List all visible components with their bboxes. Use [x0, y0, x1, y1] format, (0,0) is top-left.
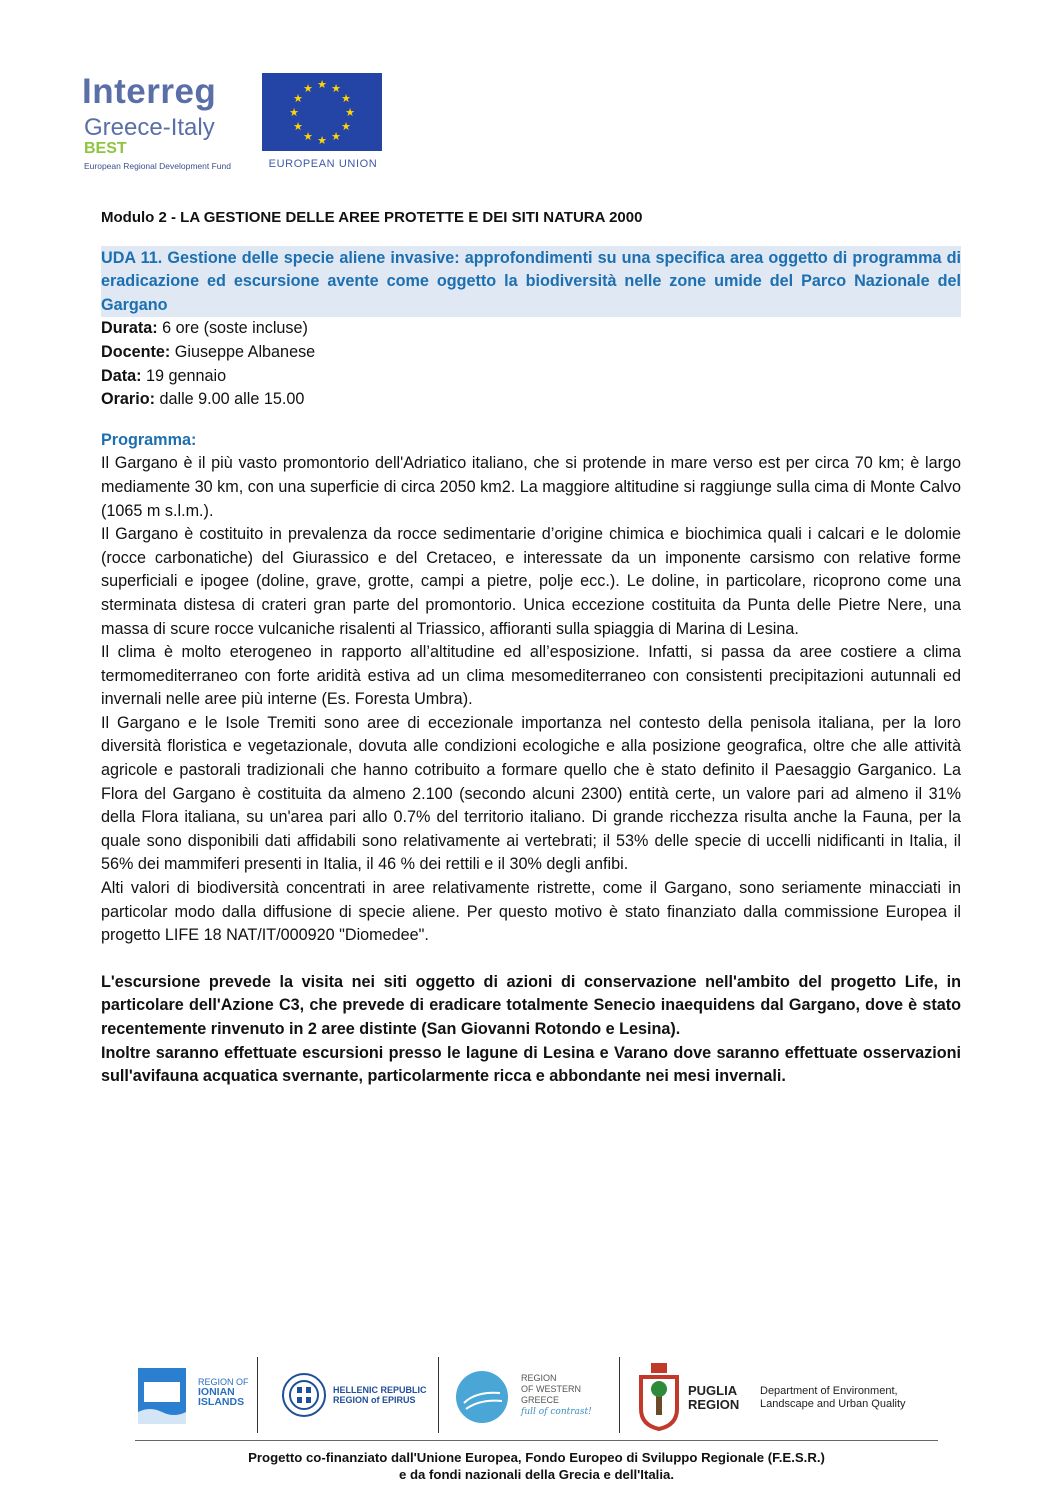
paragraph-1: Il Gargano è il più vasto promontorio dell'Adriatico italiano, che si protende in mare verso est per circa 70 km; è largo mediamente 30 km, con una superficie di circa 2050 km2. La maggiore altitudine si raggiunge sulla cima di Monte Calvo (1065 m s.l.m.). — [101, 454, 961, 520]
svg-text:★: ★ — [293, 92, 303, 105]
separator — [257, 1357, 258, 1433]
logo-fund: European Regional Development Fund — [84, 161, 231, 171]
dept-line2: Landscape and Urban Quality — [760, 1398, 906, 1410]
svg-text:★: ★ — [293, 120, 303, 133]
paragraph-3: Il clima è molto eterogeneo in rapporto all’altitudine ed all’esposizione. Infatti, si passa da aree costiere a clima termomediterraneo con forte aridità estiva ad un clima mesomediterraneo con consistenti precipitazioni autunnali ed invernali nelle aree più interne (Es. Foresta Umbra). — [101, 643, 961, 709]
hellenic-emblem-icon — [282, 1373, 326, 1417]
orario-value: dalle 9.00 alle 15.00 — [154, 390, 305, 409]
separator — [438, 1357, 439, 1433]
ionian-big2: ISLANDS — [198, 1396, 245, 1408]
bold-paragraph-2: Inoltre saranno effettuate escursioni presso le lagune di Lesina e Varano dove saranno effettuate osservazioni sull'avifauna acquatica svernante, particolarmente ricca e abbondante nei mesi invernali. — [101, 1043, 961, 1086]
meta-data — [101, 365, 961, 389]
meta-durata — [101, 317, 961, 341]
ionian-islands-flag-icon — [138, 1368, 186, 1424]
department-label — [760, 1385, 906, 1411]
puglia-label — [688, 1384, 739, 1412]
durata-label: Durata: — [101, 319, 158, 338]
document-body — [101, 206, 961, 1089]
svg-text:★: ★ — [341, 120, 351, 133]
cofinance-line1: Progetto co-finanziato dall'Unione Europea, Fondo Europeo di Sviluppo Regionale (F.E.S.R.) — [248, 1450, 825, 1465]
svg-text:★: ★ — [317, 134, 327, 147]
bold-paragraph-1: L'escursione prevede la visita nei siti oggetto di azioni di conservazione nell'ambito del progetto Life, in particolare dell'Azione C3, che prevede di eradicare totalmente Senecio inaequidens dal Gargano, dove è stato recentemente rinvenuto in 2 aree distinte (San Giovanni Rotondo e Lesina). — [101, 972, 961, 1038]
puglia-line2: REGION — [688, 1397, 740, 1412]
wg-line1: REGION — [521, 1373, 557, 1383]
durata-value: 6 ore (soste incluse) — [157, 319, 308, 338]
interreg-logo — [82, 70, 384, 174]
docente-label: Docente: — [101, 342, 171, 361]
footer-divider — [135, 1440, 938, 1441]
svg-text:★: ★ — [303, 82, 313, 95]
logo-title: Interreg — [82, 72, 217, 111]
epirus-label — [333, 1385, 427, 1405]
ionian-islands-label — [198, 1377, 249, 1407]
data-value: 19 gennaio — [141, 366, 227, 385]
paragraph-4: Il Gargano e le Isole Tremiti sono aree di eccezionale importanza nel contesto della penisola italiana, per la loro diversità floristica e vegetazionale, dovuta alle condizioni ecologiche e alla posizione geografica, oltre che alle attività agricole e pastorali tradizionali che hanno cotribuito a formare quello che è stato definito il Paesaggio Garganico. La Flora del Gargano è costituita da almeno 2.100 (secondo alcuni 2300) entità certe, un valore pari ad almeno il 31% della Flora italiana, su un'area pari allo 0.7% del territorio italiano. Di grande ricchezza risulta anche la Fauna, per la quale sono disponibili dati affidabili sono relativamente ai vertebrati; il 53% delle specie di uccelli nidificanti in Italia, il 56% dei mammiferi presenti in Italia, il 46 % dei rettili e il 30% degli anfibi. — [101, 713, 961, 874]
module-title: Modulo 2 - LA GESTIONE DELLE AREE PROTETTE E DEI SITI NATURA 2000 — [101, 209, 643, 226]
wg-slogan: full of contrast! — [521, 1407, 592, 1417]
eu-label: EUROPEAN UNION — [268, 158, 378, 170]
logo-subtitle: Greece-Italy — [84, 114, 215, 141]
western-greece-label — [521, 1373, 592, 1418]
orario-label: Orario: — [101, 390, 155, 409]
svg-text:★: ★ — [317, 78, 327, 91]
puglia-line1: PUGLIA — [688, 1383, 738, 1398]
paragraph-2: Il Gargano è costituito in prevalenza da rocce sedimentarie d’origine chimica e biochimica quali i calcari e le dolomie (rocce carbonatiche) del Giurassico e del Cretaceo, e interessate da un imponente carsismo con relative forme superficiali e ipogee (doline, grave, grotte, campi a pietre, polje ecc.). Le doline, in particolare, ricoprono come una sterminata distesa di crateri gran parte del promontorio. Unica eccezione costituita da Punta delle Pietre Nere, una massa di scure rocce vulcaniche risalenti al Triassico, affioranti sulla spiaggia di Marina di Lesina. — [101, 525, 961, 638]
meta-orario — [101, 388, 961, 412]
meta-docente — [101, 341, 961, 365]
dept-line1: Department of Environment, — [760, 1385, 898, 1397]
eu-flag-icon — [262, 73, 382, 151]
docente-value: Giuseppe Albanese — [170, 342, 316, 361]
epirus-line2: REGION of EPIRUS — [333, 1395, 416, 1405]
svg-text:★: ★ — [345, 106, 355, 119]
svg-text:★: ★ — [341, 92, 351, 105]
svg-text:★: ★ — [331, 82, 341, 95]
svg-text:★: ★ — [289, 106, 299, 119]
western-greece-logo-icon — [456, 1371, 508, 1423]
wg-line2: OF WESTERN — [521, 1384, 581, 1394]
logo-project: BEST — [84, 140, 127, 157]
ionian-big1: IONIAN — [198, 1386, 235, 1398]
epirus-line1: HELLENIC REPUBLIC — [333, 1385, 427, 1395]
wg-line3: GREECE — [521, 1395, 560, 1405]
separator — [619, 1357, 620, 1433]
programma-heading: Programma: — [101, 430, 197, 449]
svg-text:★: ★ — [331, 130, 341, 143]
cofinance-note — [135, 1449, 938, 1483]
puglia-shield-icon — [637, 1361, 681, 1431]
uda-title: UDA 11. Gestione delle specie aliene invasive: approfondimenti su una specifica area oggetto di programma di eradicazione ed escursione avente come oggetto la biodiversità nelle zone umide del Parco Nazionale del Gargano — [101, 246, 961, 318]
cofinance-line2: e da fondi nazionali della Grecia e dell'Italia. — [398, 1467, 675, 1482]
ionian-small: REGION OF — [198, 1377, 249, 1387]
data-label: Data: — [101, 366, 142, 385]
svg-text:★: ★ — [303, 130, 313, 143]
partner-logos — [130, 1355, 950, 1437]
paragraph-5: Alti valori di biodiversità concentrati in aree relativamente ristrette, come il Gargano, sono seriamente minacciati in particolar modo dalla diffusione di specie aliene. Per questo motivo è stato finanziato dalla commissione Europea il progetto LIFE 18 NAT/IT/000920 "Diomedee". — [101, 879, 961, 945]
